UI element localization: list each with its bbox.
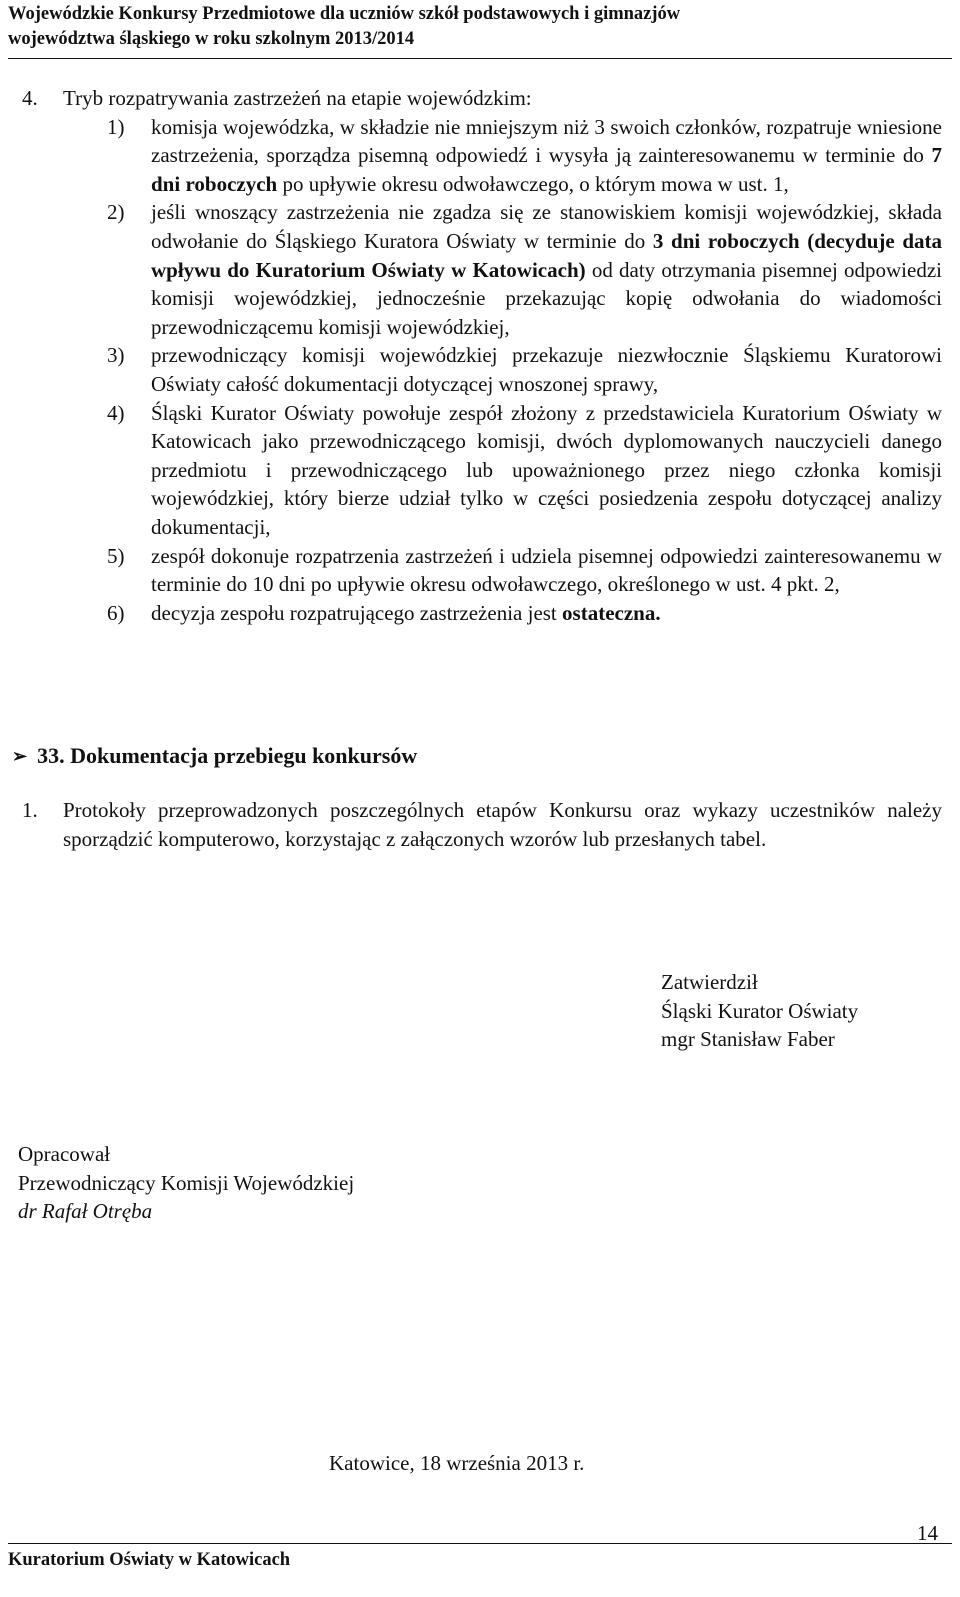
header-line-2: województwa śląskiego w roku szkolnym 2013/2014 <box>8 29 415 49</box>
section-4 <box>22 84 942 627</box>
list-item <box>22 542 942 599</box>
page-number: 14 <box>917 1521 938 1545</box>
section-4-title-row <box>22 84 942 113</box>
list-item-bold: 7 dni roboczych <box>151 143 942 196</box>
section-33-item-1 <box>22 796 942 853</box>
list-item <box>22 198 942 341</box>
prepared-by-block <box>18 1140 354 1226</box>
prepared-role: Przewodniczący Komisji Wojewódzkiej <box>18 1170 355 1195</box>
list-item-text <box>151 113 942 199</box>
arrow-bullet-icon: ➢ <box>12 745 28 766</box>
list-item-text-part: od daty otrzymania pisemnej odpowiedzi komisji wojewódzkiej, jednocześnie przekazując kopię odwołania do wiadomości przewodniczącemu komisji wojewódzkiej, <box>151 257 942 339</box>
list-item-text: Śląski Kurator Oświaty powołuje zespół złożony z przedstawiciela Kuratorium Oświaty w Katowicach jako przewodniczącego komisji, dwóch dyplomowanych nauczycieli danego przedmiotu i przewodniczącego lub upoważnionego przez niego członka komisji wojewódzkiej, który bierze udział tylko w części posiedzenia zespołu dotyczącej analizy dokumentacji, <box>151 400 942 539</box>
list-item-text <box>151 599 942 628</box>
prepared-name: dr Rafał Otręba <box>18 1199 153 1224</box>
approval-label: Zatwierdził <box>661 970 758 994</box>
section-4-list <box>22 113 942 628</box>
list-item-text: przewodniczący komisji wojewódzkiej przekazuje niezwłocznie Śląskiemu Kuratorowi Oświaty całość dokumentacji dotyczącej wnoszonej sprawy, <box>151 343 942 396</box>
header-line-1: Wojewódzkie Konkursy Przedmiotowe dla uczniów szkół podstawowych i gimnazjów <box>8 4 681 24</box>
list-item-text-part: komisja wojewódzka, w składzie nie mniejszym niż 3 swoich członków, rozpatruje wniesione zastrzeżenia, sporządza pisemną odpowiedź i wysyła ją zainteresowanemu w terminie do <box>151 114 942 168</box>
document-footer: Kuratorium Oświaty w Katowicach <box>8 1543 952 1571</box>
list-item <box>22 113 942 199</box>
list-item-marker: 4) <box>107 400 125 425</box>
list-item-marker: 6) <box>107 600 125 625</box>
list-item-bold: 3 dni roboczych (decyduje data wpływu do Kuratorium Oświaty w Katowicach) <box>151 228 942 282</box>
document-date: Katowice, 18 września 2013 r. <box>329 1451 585 1475</box>
list-item-text-part: jeśli wnoszący zastrzeżenia nie zgadza się ze stanowiskiem komisji wojewódzkiej, składa odwołanie do Śląskiego Kuratora Oświaty w terminie do <box>151 200 942 253</box>
section-33-item-text: Protokoły przeprowadzonych poszczególnych etapów Konkursu oraz wykazy uczestników należy sporządzić komputerowo, korzystając z załączonych wzorów lub przesłanych tabel. <box>63 798 942 851</box>
list-item-marker: 5) <box>107 543 125 568</box>
section-33-item-number: 1. <box>22 798 38 822</box>
approval-name: mgr Stanisław Faber <box>661 1027 835 1052</box>
list-item-marker: 2) <box>107 200 125 225</box>
prepared-label: Opracował <box>18 1142 111 1166</box>
list-item-text-part: decyzja zespołu rozpatrującego zastrzeżenia jest <box>151 600 563 625</box>
list-item-text-part: po upływie okresu odwoławczego, o którym mowa w ust. 1, <box>277 171 789 196</box>
approval-role: Śląski Kurator Oświaty <box>661 998 859 1023</box>
list-item-bold: ostateczna. <box>562 600 661 625</box>
list-item-text: zespół dokonuje rozpatrzenia zastrzeżeń i udziela pisemnej odpowiedzi zainteresowanemu w terminie do 10 dni po upływie okresu odwoławczego, określonego w ust. 4 pkt. 2, <box>151 543 942 597</box>
section-4-number: 4. <box>22 86 38 110</box>
section-4-title: Tryb rozpatrywania zastrzeżeń na etapie wojewódzkim: <box>63 86 532 110</box>
approval-block <box>661 968 858 1054</box>
list-item <box>22 399 942 542</box>
list-item-text <box>151 198 942 341</box>
list-item <box>22 341 942 398</box>
list-item <box>22 599 942 628</box>
section-33-title: 33. Dokumentacja przebiegu konkursów <box>37 743 418 768</box>
section-33-heading <box>12 743 417 769</box>
list-item-marker: 3) <box>107 343 125 368</box>
document-header <box>8 2 952 59</box>
list-item-marker: 1) <box>107 114 125 139</box>
